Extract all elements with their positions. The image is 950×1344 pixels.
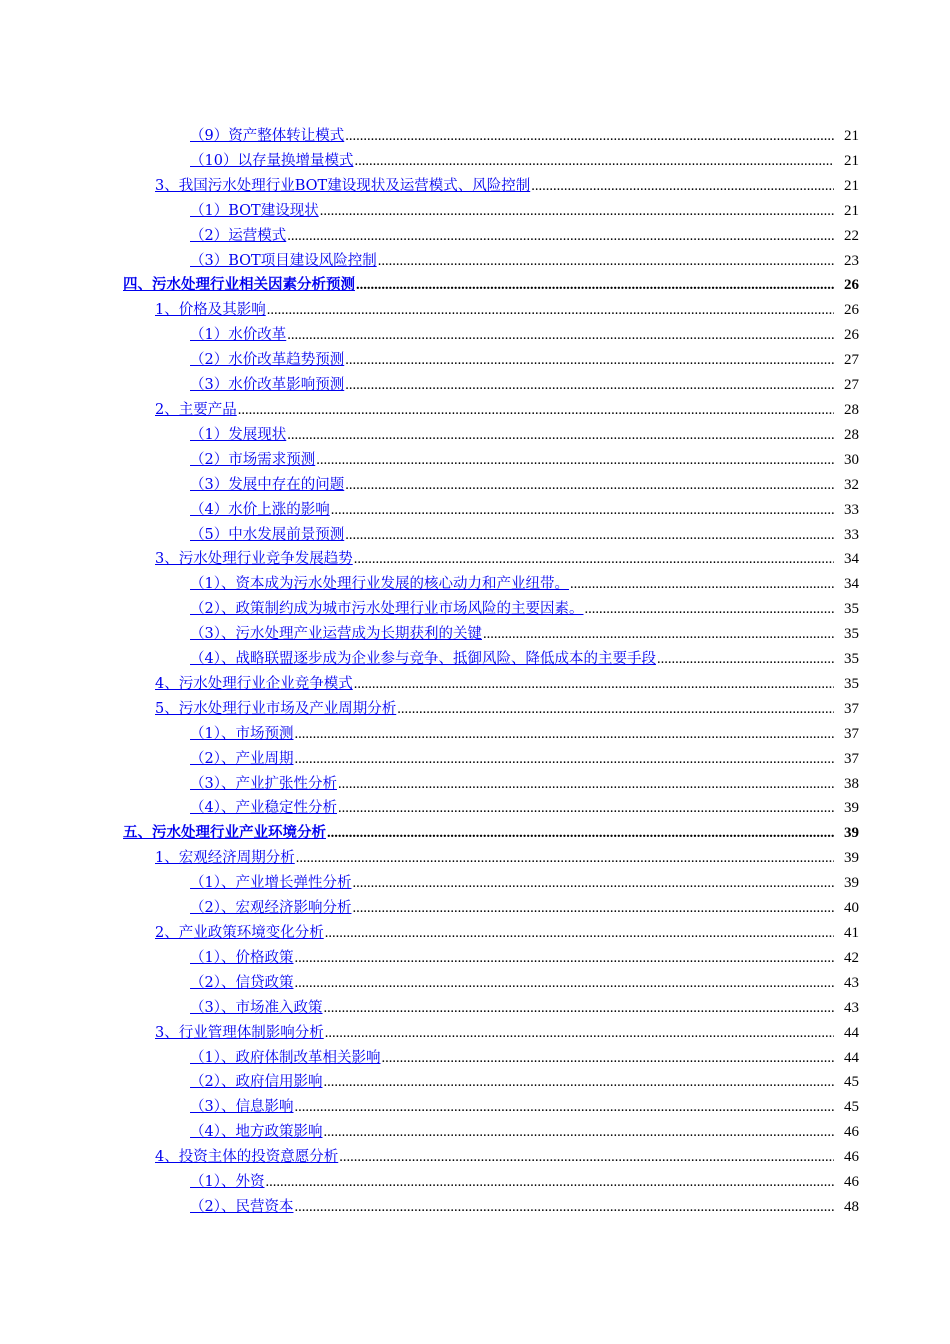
toc-entry-link[interactable]: （1）BOT建设现状	[190, 202, 319, 219]
dot-leader	[327, 821, 834, 846]
toc-entry[interactable]	[0, 547, 950, 572]
dot-leader	[345, 473, 834, 498]
toc-entry-link[interactable]: 5、污水处理行业市场及产业周期分析	[155, 700, 397, 717]
toc-page-number: 46	[844, 1174, 859, 1191]
toc-page-number: 26	[844, 277, 859, 294]
toc-entry-link[interactable]: 3、行业管理体制影响分析	[155, 1024, 324, 1041]
toc-entry[interactable]	[0, 622, 950, 647]
dot-leader	[316, 448, 834, 473]
toc-entry[interactable]	[0, 747, 950, 772]
toc-entry-link[interactable]: （3）水价改革影响预测	[190, 377, 345, 394]
toc-entry[interactable]	[0, 871, 950, 896]
toc-page-number: 39	[844, 800, 859, 817]
toc-page-number: 21	[844, 152, 859, 169]
toc-entry[interactable]	[0, 398, 950, 423]
toc-entry-link[interactable]: （3）、污水处理产业运营成为长期获利的关键	[190, 626, 482, 643]
toc-entry[interactable]	[0, 298, 950, 323]
toc-entry-link[interactable]: 1、宏观经济周期分析	[155, 850, 295, 867]
toc-entry[interactable]	[0, 1195, 950, 1220]
toc-entry[interactable]	[0, 448, 950, 473]
toc-entry-link[interactable]: （9）资产整体转让模式	[190, 128, 345, 144]
dot-leader	[345, 523, 834, 548]
dot-leader	[325, 1021, 834, 1046]
toc-page-number: 42	[844, 949, 859, 966]
dot-leader	[238, 398, 834, 423]
toc-entry[interactable]	[0, 523, 950, 548]
toc-page-number: 45	[844, 1074, 859, 1091]
dot-leader	[294, 722, 834, 747]
toc-entry[interactable]	[0, 249, 950, 274]
toc-page-number: 44	[844, 1049, 859, 1066]
toc-page-number: 28	[844, 401, 859, 418]
toc-page-number: 37	[844, 725, 859, 742]
toc-entry-link[interactable]: （2）、政策制约成为城市污水处理行业市场风险的主要因素。	[190, 601, 584, 618]
toc-entry[interactable]	[0, 697, 950, 722]
toc-entry[interactable]	[0, 498, 950, 523]
toc-entry-link[interactable]: （3）发展中存在的问题	[190, 476, 345, 493]
toc-page-number: 37	[844, 700, 859, 717]
toc-entry-link[interactable]: （1）、资本成为污水处理行业发展的核心动力和产业纽带。	[190, 576, 569, 593]
toc-entry-link[interactable]: 2、产业政策环境变化分析	[155, 925, 324, 941]
dot-leader	[354, 149, 834, 174]
toc-page-number: 27	[844, 352, 859, 369]
toc-entry[interactable]	[0, 796, 950, 821]
toc-page-number: 37	[844, 750, 859, 767]
toc-page-number: 38	[844, 775, 859, 792]
dot-leader	[294, 1195, 834, 1220]
toc-entry-link[interactable]: （4）水价上涨的影响	[190, 501, 330, 518]
toc-entry[interactable]	[0, 373, 950, 398]
dot-leader	[345, 373, 834, 398]
dot-leader	[323, 996, 834, 1021]
toc-entry[interactable]	[0, 971, 950, 996]
toc-page-number: 21	[844, 202, 859, 219]
toc-page-number: 35	[844, 601, 859, 618]
toc-page-number: 48	[844, 1198, 859, 1215]
dot-leader	[320, 199, 834, 224]
toc-entry-link[interactable]: 4、投资主体的投资意愿分析	[155, 1149, 339, 1166]
toc-page-number: 39	[844, 850, 859, 867]
dot-leader	[287, 323, 834, 348]
toc-page-number: 45	[844, 1099, 859, 1116]
toc-page-number: 39	[844, 875, 859, 892]
toc-page-number: 26	[844, 302, 859, 319]
toc-page-number: 34	[844, 576, 859, 593]
toc-page-number: 28	[844, 426, 859, 443]
toc-page-number: 35	[844, 626, 859, 643]
toc-page-number: 35	[844, 675, 859, 692]
toc-entry[interactable]	[0, 174, 950, 199]
toc-entry[interactable]	[0, 996, 950, 1021]
toc-page-number: 46	[844, 1149, 859, 1166]
toc-entry[interactable]	[0, 946, 950, 971]
toc-entry[interactable]	[0, 647, 950, 672]
dot-leader	[352, 871, 834, 896]
dot-leader	[584, 597, 834, 622]
toc-entry-link[interactable]: （3）、信息影响	[190, 1099, 294, 1116]
toc-page-number: 40	[844, 900, 859, 917]
toc-page-number: 21	[844, 177, 859, 194]
toc-entry-link[interactable]: （2）、产业周期	[190, 750, 294, 767]
toc-entry-link[interactable]: （1）、政府体制改革相关影响	[190, 1049, 381, 1066]
toc-entry[interactable]	[0, 224, 950, 249]
toc-entry[interactable]	[0, 772, 950, 797]
toc-entry-link[interactable]: （1）、产业增长弹性分析	[190, 875, 352, 892]
toc-entry-link[interactable]: （2）、政府信用影响	[190, 1074, 323, 1091]
dot-leader	[345, 124, 834, 149]
toc-entry[interactable]	[0, 348, 950, 373]
dot-leader	[483, 622, 834, 647]
toc-entry-link[interactable]: 3、我国污水处理行业BOT建设现状及运营模式、风险控制	[155, 177, 531, 194]
dot-leader	[265, 1170, 834, 1195]
toc-entry-link[interactable]: （3）、市场准入政策	[190, 999, 323, 1016]
toc-entry[interactable]	[0, 1145, 950, 1170]
toc-entry-link[interactable]: 3、污水处理行业竞争发展趋势	[155, 551, 353, 568]
dot-leader	[339, 1145, 834, 1170]
toc-page-number: 32	[844, 476, 859, 493]
dot-leader	[331, 498, 834, 523]
toc-entry[interactable]	[0, 323, 950, 348]
toc-entry-link[interactable]: （2）运营模式	[190, 227, 287, 244]
toc-entry[interactable]	[0, 821, 950, 846]
toc-entry-link[interactable]: （1）、外资	[190, 1174, 265, 1191]
toc-entry-link[interactable]: （4）、产业稳定性分析	[190, 800, 337, 817]
toc-entry-link[interactable]: （2）、民营资本	[190, 1198, 294, 1215]
dot-leader	[294, 946, 834, 971]
toc-entry[interactable]	[0, 1070, 950, 1095]
dot-leader	[378, 249, 834, 274]
toc-entry[interactable]	[0, 672, 950, 697]
dot-leader	[352, 896, 834, 921]
dot-leader	[294, 747, 834, 772]
dot-leader	[323, 1070, 834, 1095]
dot-leader	[267, 298, 834, 323]
toc-page-number: 43	[844, 974, 859, 991]
dot-leader	[338, 772, 834, 797]
toc-entry[interactable]	[0, 572, 950, 597]
toc-entry-link[interactable]: （2）、宏观经济影响分析	[190, 900, 352, 917]
toc-entry-link[interactable]: （5）中水发展前景预测	[190, 526, 345, 543]
toc-page-number: 39	[844, 825, 859, 842]
toc-entry-link[interactable]: （2）、信贷政策	[190, 974, 294, 991]
toc-entry-link[interactable]: （1）发展现状	[190, 426, 287, 443]
dot-leader	[345, 348, 834, 373]
dot-leader	[354, 547, 834, 572]
toc-page-number: 44	[844, 1024, 859, 1041]
toc-entry[interactable]	[0, 423, 950, 448]
toc-entry[interactable]	[0, 149, 950, 174]
dot-leader	[325, 921, 834, 946]
toc-page-number: 46	[844, 1124, 859, 1141]
toc-entry-link[interactable]: （4）、战略联盟逐步成为企业参与竞争、抵御风险、降低成本的主要手段	[190, 651, 656, 668]
toc-entry[interactable]	[0, 1046, 950, 1071]
toc-entry[interactable]	[0, 597, 950, 622]
dot-leader	[338, 796, 834, 821]
toc-page-number: 21	[844, 128, 859, 144]
toc-page-number: 33	[844, 526, 859, 543]
dot-leader	[657, 647, 834, 672]
dot-leader	[354, 672, 834, 697]
toc-entry-link[interactable]: 五、污水处理行业产业环境分析	[123, 824, 326, 842]
toc-page-number: 30	[844, 451, 859, 468]
toc-entry[interactable]	[0, 124, 950, 149]
dot-leader	[381, 1046, 834, 1071]
toc-entry-link[interactable]: （3）、产业扩张性分析	[190, 775, 337, 792]
toc-entry[interactable]	[0, 846, 950, 871]
toc-entry-link[interactable]: （2）市场需求预测	[190, 451, 316, 468]
toc-entry[interactable]	[0, 896, 950, 921]
dot-leader	[294, 971, 834, 996]
dot-leader	[531, 174, 834, 199]
toc-page-number: 22	[844, 227, 859, 244]
toc-entry[interactable]	[0, 1120, 950, 1145]
toc-entry-link[interactable]: （10）以存量换增量模式	[190, 152, 354, 169]
toc-page-number: 34	[844, 551, 859, 568]
toc-entry-link[interactable]: （1）、市场预测	[190, 725, 294, 742]
toc-page-number: 35	[844, 651, 859, 668]
toc-entry-link[interactable]: 4、污水处理行业企业竞争模式	[155, 675, 353, 692]
dot-leader	[287, 423, 834, 448]
dot-leader	[570, 572, 834, 597]
toc-entry[interactable]	[0, 1095, 950, 1120]
toc-entry-link[interactable]: （2）水价改革趋势预测	[190, 352, 345, 369]
dot-leader	[397, 697, 834, 722]
toc-page-number: 33	[844, 501, 859, 518]
toc-entry-link[interactable]: 四、污水处理行业相关因素分析预测	[123, 276, 355, 294]
dot-leader	[287, 224, 834, 249]
toc-page-number: 41	[844, 925, 859, 941]
toc-entry[interactable]	[0, 199, 950, 224]
toc-page-number: 43	[844, 999, 859, 1016]
dot-leader	[323, 1120, 834, 1145]
toc-entry[interactable]	[0, 273, 950, 298]
toc-entry[interactable]	[0, 473, 950, 498]
toc-entry[interactable]	[0, 1170, 950, 1195]
toc-entry-link[interactable]: （1）、价格政策	[190, 949, 294, 966]
table-of-contents	[0, 124, 950, 1220]
dot-leader	[356, 273, 834, 298]
toc-entry-link[interactable]: （1）水价改革	[190, 327, 287, 344]
toc-entry[interactable]	[0, 921, 950, 946]
toc-entry-link[interactable]: 2、主要产品	[155, 401, 237, 418]
toc-entry-link[interactable]: （4）、地方政策影响	[190, 1124, 323, 1141]
toc-page-number: 26	[844, 327, 859, 344]
toc-page-number: 27	[844, 377, 859, 394]
toc-entry-link[interactable]: 1、价格及其影响	[155, 302, 266, 319]
toc-page-number: 23	[844, 252, 859, 269]
dot-leader	[294, 1095, 834, 1120]
toc-entry[interactable]	[0, 1021, 950, 1046]
toc-entry-link[interactable]: （3）BOT项目建设风险控制	[190, 252, 377, 269]
dot-leader	[296, 846, 834, 871]
toc-entry[interactable]	[0, 722, 950, 747]
